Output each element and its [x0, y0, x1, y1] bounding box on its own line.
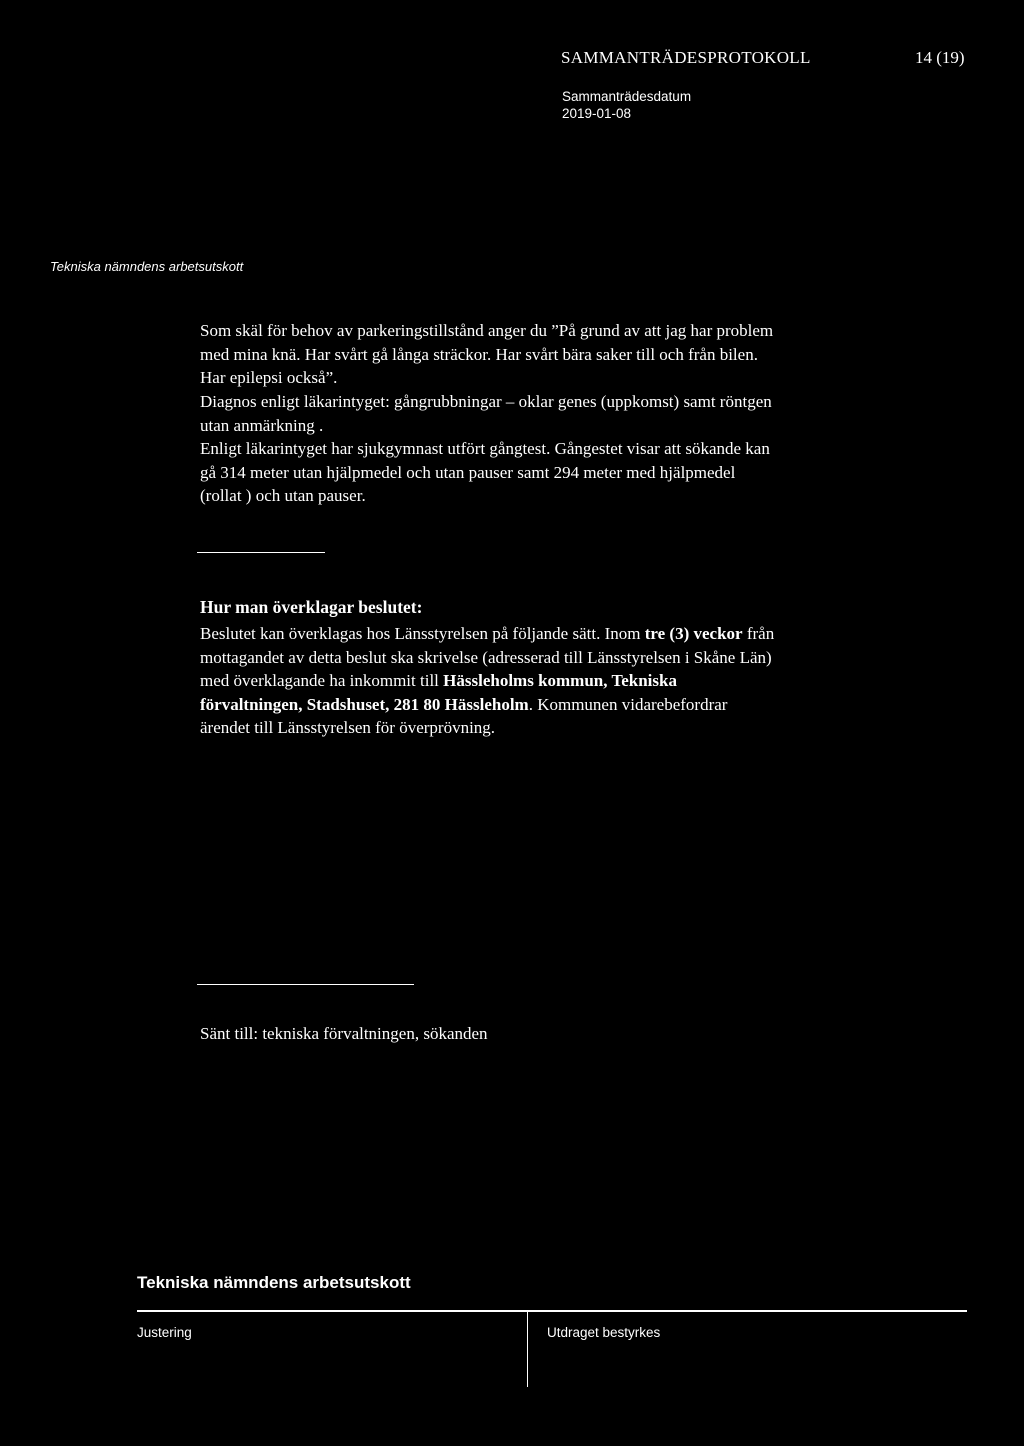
footer-column-divider [527, 1310, 528, 1387]
text-line: mottagandet av detta beslut ska skrivelse (adresserad till Länsstyrelsen i Skåne Län) [200, 647, 772, 667]
appeal-text: med överklagande ha inkommit till [200, 671, 444, 690]
text-line [200, 693, 774, 717]
appeal-deadline: tre (3) veckor [644, 624, 743, 643]
walk-test-paragraph [200, 437, 770, 508]
text-line [200, 669, 774, 693]
reason-paragraph [200, 319, 773, 390]
diagnosis-paragraph [200, 390, 772, 437]
section-divider [197, 984, 414, 985]
certified-extract-label: Utdraget bestyrkes [547, 1325, 661, 1340]
text-line: utan anmärkning . [200, 415, 324, 435]
text-line: gå 314 meter utan hjälpmedel och utan pauser samt 294 meter med hjälpmedel [200, 462, 736, 482]
text-line: Diagnos enligt läkarintyget: gångrubbningar – oklar genes (uppkomst) samt röntgen [200, 392, 772, 411]
text-line: med mina knä. Har svårt gå långa sträckor. Har svårt bära saker till och från bilen. [200, 344, 758, 364]
document-type: SAMMANTRÄDESPROTOKOLL [561, 48, 811, 67]
text-line: Som skäl för behov av parkeringstillstånd anger du ”På grund av att jag har problem [200, 321, 774, 340]
appeal-text: från [742, 624, 775, 643]
text-line [200, 622, 774, 646]
footer-committee: Tekniska nämndens arbetsutskott [137, 1273, 411, 1292]
appeal-heading: Hur man överklagar beslutet: [200, 597, 423, 617]
appeal-text: Beslutet kan överklagas hos Länsstyrelsen på följande sätt. Inom [200, 624, 645, 643]
footer-divider [137, 1310, 967, 1312]
appeal-paragraph [200, 622, 774, 740]
justering-label: Justering [137, 1325, 192, 1340]
appeal-address: Hässleholms kommun, Tekniska [443, 671, 677, 690]
text-line: Enligt läkarintyget har sjukgymnast utfört gångtest. Gångestet visar att sökande kan [200, 439, 770, 458]
text-line: Har epilepsi också”. [200, 368, 338, 387]
meeting-date-label: Sammanträdesdatum [562, 89, 692, 104]
text-line: (rollat ) och utan pauser. [200, 486, 366, 505]
distribution-list: Sänt till: tekniska förvaltningen, sökanden [200, 1024, 488, 1043]
committee-header: Tekniska nämndens arbetsutskott [50, 259, 244, 274]
section-divider [197, 552, 325, 553]
text-line: ärendet till Länsstyrelsen för överprövning. [200, 718, 496, 737]
meeting-date-value: 2019-01-08 [562, 106, 632, 121]
page-number: 14 (19) [915, 48, 965, 67]
appeal-address: förvaltningen, Stadshuset, 281 80 Hässleholm [200, 694, 529, 714]
appeal-text: . Kommunen vidarebefordrar [528, 694, 728, 714]
